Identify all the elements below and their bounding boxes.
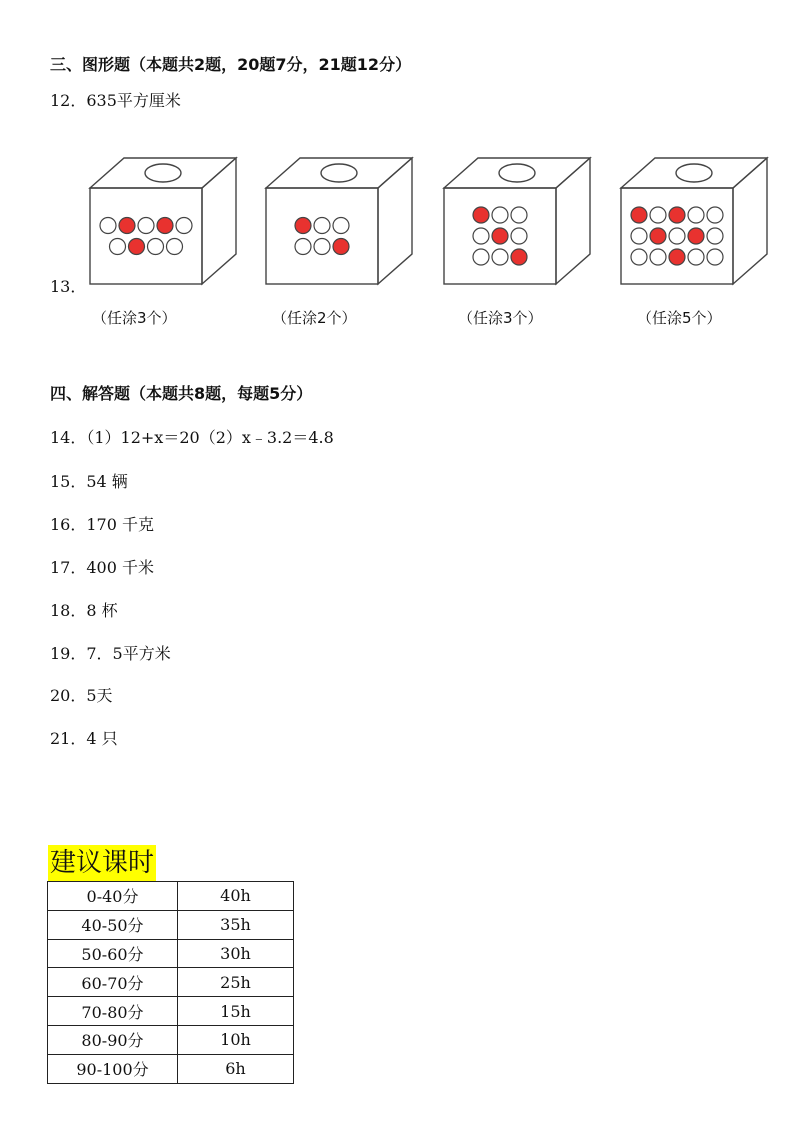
answer-16: 16．170 千克	[50, 515, 154, 534]
answer-13-label: 13．	[50, 277, 87, 296]
filled-circle	[688, 228, 704, 244]
box-2	[266, 156, 412, 286]
box-2-drawing	[266, 156, 412, 286]
box-top-face	[621, 158, 767, 188]
empty-circle	[511, 207, 527, 223]
hours-cell: 15h	[178, 997, 294, 1026]
empty-circle	[473, 249, 489, 265]
score-cell: 70-80分	[48, 997, 178, 1026]
filled-circle	[129, 239, 145, 255]
empty-circle	[707, 228, 723, 244]
hours-cell: 35h	[178, 910, 294, 939]
empty-circle	[333, 218, 349, 234]
answer-19: 19．7．5平方米	[50, 644, 171, 663]
box-top-face	[90, 158, 236, 188]
box-1	[90, 156, 236, 286]
answer-14: 14．（1）12+x＝20（2）x﹣3.2＝4.8	[50, 428, 334, 447]
hours-cell: 30h	[178, 939, 294, 968]
answer-17: 17．400 千米	[50, 558, 154, 577]
hours-cell: 10h	[178, 1025, 294, 1054]
box-3-caption: （任涂3个）	[458, 309, 543, 327]
box-2-caption: （任涂2个）	[272, 309, 357, 327]
empty-circle	[707, 207, 723, 223]
box-top-face	[266, 158, 412, 188]
section-4-heading: 四、解答题（本题共8题，每题5分）	[50, 384, 313, 403]
filled-circle	[333, 239, 349, 255]
empty-circle	[148, 239, 164, 255]
empty-circle	[473, 228, 489, 244]
empty-circle	[100, 218, 116, 234]
empty-circle	[295, 239, 311, 255]
recommend-table	[47, 881, 294, 1084]
empty-circle	[176, 218, 192, 234]
filled-circle	[295, 218, 311, 234]
score-cell: 50-60分	[48, 939, 178, 968]
hours-cell: 6h	[178, 1054, 294, 1083]
table-row	[48, 910, 294, 939]
box-front-face	[266, 188, 378, 284]
filled-circle	[473, 207, 489, 223]
filled-circle	[492, 228, 508, 244]
empty-circle	[314, 239, 330, 255]
filled-circle	[669, 207, 685, 223]
filled-circle	[157, 218, 173, 234]
empty-circle	[688, 207, 704, 223]
box-side-face	[202, 158, 236, 284]
box-4-caption: （任涂5个）	[637, 309, 722, 327]
box-opening	[499, 164, 535, 182]
score-cell: 90-100分	[48, 1054, 178, 1083]
score-cell: 60-70分	[48, 968, 178, 997]
empty-circle	[650, 249, 666, 265]
hours-cell: 40h	[178, 882, 294, 911]
box-top-face	[444, 158, 590, 188]
answer-12: 12．635平方厘米	[50, 91, 181, 110]
score-cell: 80-90分	[48, 1025, 178, 1054]
box-opening	[145, 164, 181, 182]
empty-circle	[492, 249, 508, 265]
empty-circle	[492, 207, 508, 223]
empty-circle	[511, 228, 527, 244]
score-cell: 0-40分	[48, 882, 178, 911]
empty-circle	[167, 239, 183, 255]
box-4-drawing	[621, 156, 767, 286]
table-row	[48, 997, 294, 1026]
filled-circle	[631, 207, 647, 223]
table-row	[48, 1025, 294, 1054]
empty-circle	[138, 218, 154, 234]
hours-cell: 25h	[178, 968, 294, 997]
box-3-drawing	[444, 156, 590, 286]
score-cell: 40-50分	[48, 910, 178, 939]
empty-circle	[707, 249, 723, 265]
empty-circle	[110, 239, 126, 255]
table-row	[48, 968, 294, 997]
empty-circle	[631, 249, 647, 265]
section-3-heading: 三、图形题（本题共2题，20题7分，21题12分）	[50, 55, 412, 74]
box-opening	[321, 164, 357, 182]
filled-circle	[511, 249, 527, 265]
recommend-title: 建议课时	[48, 845, 156, 881]
answer-20: 20．5天	[50, 686, 113, 705]
table-row	[48, 882, 294, 911]
filled-circle	[669, 249, 685, 265]
box-side-face	[556, 158, 590, 284]
table-row	[48, 1054, 294, 1083]
box-1-drawing	[90, 156, 236, 286]
box-3	[444, 156, 590, 286]
empty-circle	[650, 207, 666, 223]
box-side-face	[733, 158, 767, 284]
box-opening	[676, 164, 712, 182]
table-row	[48, 939, 294, 968]
filled-circle	[650, 228, 666, 244]
empty-circle	[631, 228, 647, 244]
empty-circle	[688, 249, 704, 265]
answer-15: 15．54 辆	[50, 472, 128, 491]
box-4	[621, 156, 767, 286]
box-front-face	[90, 188, 202, 284]
empty-circle	[669, 228, 685, 244]
box-1-caption: （任涂3个）	[92, 309, 177, 327]
answer-21: 21．4 只	[50, 729, 118, 748]
empty-circle	[314, 218, 330, 234]
filled-circle	[119, 218, 135, 234]
box-side-face	[378, 158, 412, 284]
answer-18: 18．8 杯	[50, 601, 118, 620]
